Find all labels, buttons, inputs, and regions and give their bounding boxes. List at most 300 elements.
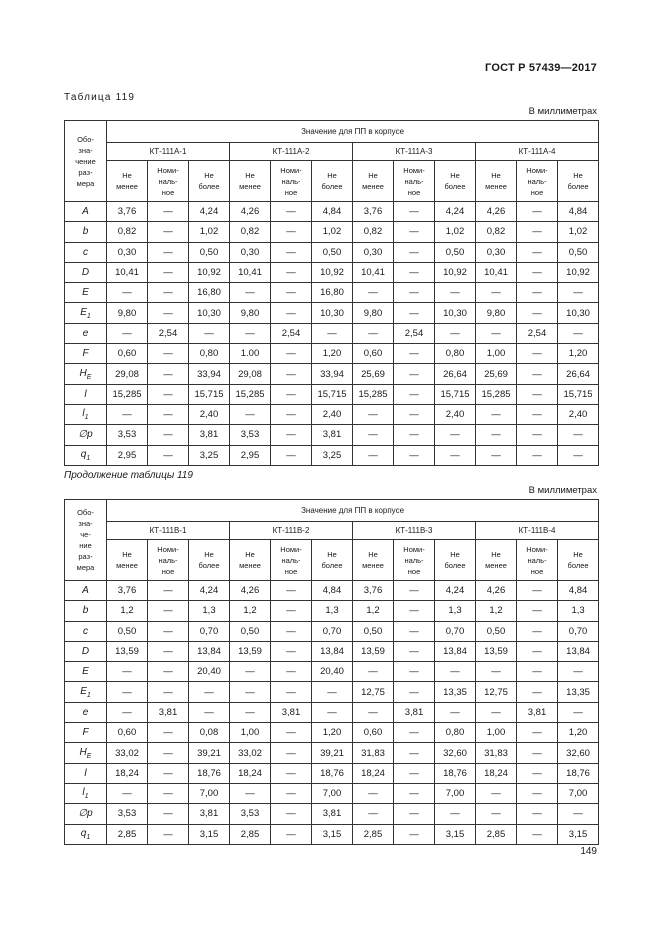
value-cell: 0,50 <box>435 242 476 262</box>
value-cell: 33,94 <box>189 364 230 384</box>
value-cell: 10,30 <box>312 303 353 323</box>
value-cell: — <box>107 702 148 722</box>
value-cell: — <box>394 723 435 743</box>
value-cell: 33,94 <box>312 364 353 384</box>
value-cell: — <box>517 783 558 803</box>
table-row <box>65 702 599 722</box>
value-cell: — <box>476 425 517 445</box>
value-cell: 0,50 <box>189 242 230 262</box>
subheader: Не более <box>435 161 476 202</box>
value-cell: 15,715 <box>312 384 353 404</box>
value-cell: 31,83 <box>353 743 394 763</box>
dimension-symbol <box>65 425 107 445</box>
value-cell: 1,02 <box>312 222 353 242</box>
value-cell: — <box>517 262 558 282</box>
value-cell: 0,70 <box>558 621 599 641</box>
case-header: КТ-111А-3 <box>353 143 476 161</box>
value-cell: 0,70 <box>435 621 476 641</box>
value-cell: — <box>394 364 435 384</box>
symbol-text: ∅p <box>78 808 93 820</box>
value-cell: 2,40 <box>189 404 230 424</box>
dimension-symbol <box>65 344 107 364</box>
case-header: КТ-111В-1 <box>107 522 230 540</box>
value-cell: 4,24 <box>189 202 230 222</box>
value-cell: — <box>271 743 312 763</box>
value-cell: 10,92 <box>189 262 230 282</box>
value-cell: 9,80 <box>476 303 517 323</box>
value-cell: — <box>148 601 189 621</box>
value-cell: 0,70 <box>312 621 353 641</box>
value-cell: 3,25 <box>312 445 353 465</box>
symbol-text: l <box>84 767 87 779</box>
value-cell: 10,92 <box>312 262 353 282</box>
value-cell: — <box>148 262 189 282</box>
symbol-text: A <box>82 206 89 218</box>
dimension-symbol <box>65 621 107 641</box>
value-cell: 2,85 <box>476 824 517 844</box>
value-cell: 10,30 <box>558 303 599 323</box>
value-cell: — <box>148 621 189 641</box>
value-cell: 9,80 <box>230 303 271 323</box>
symbol-subscript: E <box>86 373 92 381</box>
value-cell: 13,59 <box>230 641 271 661</box>
value-cell: — <box>148 763 189 783</box>
value-cell: — <box>476 445 517 465</box>
dimension-symbol <box>65 581 107 601</box>
value-cell: — <box>435 804 476 824</box>
value-cell: — <box>148 242 189 262</box>
subheader: Номи- наль- ное <box>517 161 558 202</box>
value-cell: 15,715 <box>558 384 599 404</box>
value-cell: 13,59 <box>107 641 148 661</box>
value-cell: 1,3 <box>558 601 599 621</box>
value-cell: 26,64 <box>558 364 599 384</box>
value-cell: — <box>353 323 394 343</box>
dimension-symbol <box>65 743 107 763</box>
value-cell: — <box>353 283 394 303</box>
value-cell: 3,15 <box>189 824 230 844</box>
value-cell: — <box>476 323 517 343</box>
value-cell: 1,02 <box>189 222 230 242</box>
value-cell: 2,40 <box>435 404 476 424</box>
subheader: Номи- наль- ное <box>394 540 435 581</box>
value-cell: 7,00 <box>189 783 230 803</box>
dimensions-table-kt111b <box>64 499 599 845</box>
value-cell: — <box>517 303 558 323</box>
value-cell: 1,02 <box>435 222 476 242</box>
value-cell: — <box>517 222 558 242</box>
symbol-text: H <box>79 746 87 758</box>
dimension-symbol <box>65 283 107 303</box>
table-row <box>65 723 599 743</box>
symbol-text: E <box>80 685 87 697</box>
value-cell: — <box>271 763 312 783</box>
value-cell: 3,76 <box>107 202 148 222</box>
value-cell: 9,80 <box>353 303 394 323</box>
symbol-text: b <box>82 226 89 238</box>
dimension-symbol <box>65 384 107 404</box>
value-cell: 13,84 <box>312 641 353 661</box>
value-cell: — <box>558 662 599 682</box>
symbol-text: E <box>80 306 87 318</box>
value-cell: — <box>271 621 312 641</box>
subheader: Номи- наль- ное <box>148 161 189 202</box>
subheader: Не менее <box>230 161 271 202</box>
table-row <box>65 682 599 702</box>
value-cell: — <box>230 783 271 803</box>
value-cell: 3,15 <box>312 824 353 844</box>
value-cell: — <box>517 743 558 763</box>
table-row <box>65 242 599 262</box>
table-row <box>65 824 599 844</box>
table-row <box>65 763 599 783</box>
subheader: Не менее <box>476 540 517 581</box>
value-cell: — <box>148 783 189 803</box>
symbol-text: e <box>82 706 89 718</box>
value-cell: 18,24 <box>107 763 148 783</box>
value-cell: 4,84 <box>312 581 353 601</box>
symbol-subscript: 1 <box>86 691 91 699</box>
value-cell: 3,25 <box>189 445 230 465</box>
value-cell: — <box>353 702 394 722</box>
value-cell: 3,81 <box>517 702 558 722</box>
value-cell: 3,81 <box>312 804 353 824</box>
dimension-symbol <box>65 804 107 824</box>
table-row <box>65 601 599 621</box>
symbol-text: E <box>82 287 89 299</box>
dimension-symbol <box>65 601 107 621</box>
value-cell: 13,35 <box>558 682 599 702</box>
table-continuation-caption: Продолжение таблицы 119 <box>64 470 193 481</box>
value-cell: — <box>230 662 271 682</box>
value-cell: — <box>230 283 271 303</box>
value-cell: — <box>271 364 312 384</box>
value-cell: — <box>353 425 394 445</box>
symbol-subscript: 1 <box>84 793 89 801</box>
value-cell: — <box>230 702 271 722</box>
table-row <box>65 283 599 303</box>
value-cell: — <box>148 445 189 465</box>
subheader: Номи- наль- ное <box>394 161 435 202</box>
value-cell: 1,3 <box>312 601 353 621</box>
value-cell: — <box>107 783 148 803</box>
value-cell: — <box>517 723 558 743</box>
symbol-text: ∅p <box>78 429 93 441</box>
value-cell: 1,3 <box>435 601 476 621</box>
symbol-text: q <box>80 827 87 839</box>
value-cell: 20,40 <box>312 662 353 682</box>
value-cell: 2,54 <box>394 323 435 343</box>
value-cell: 13,84 <box>435 641 476 661</box>
value-cell: — <box>148 222 189 242</box>
dimension-symbol <box>65 641 107 661</box>
value-cell: 18,76 <box>312 763 353 783</box>
value-cell: — <box>517 641 558 661</box>
value-cell: — <box>517 344 558 364</box>
value-cell: 0,30 <box>353 242 394 262</box>
symbol-subscript: 1 <box>86 833 91 841</box>
value-cell: — <box>394 662 435 682</box>
value-cell: 3,81 <box>189 804 230 824</box>
case-header: КТ-111А-1 <box>107 143 230 161</box>
value-cell: — <box>476 404 517 424</box>
value-cell: — <box>271 723 312 743</box>
value-cell: — <box>517 283 558 303</box>
value-cell: — <box>148 283 189 303</box>
value-cell: 12,75 <box>353 682 394 702</box>
symbol-text: H <box>79 367 87 379</box>
value-cell: 10,30 <box>435 303 476 323</box>
value-cell: — <box>148 404 189 424</box>
value-cell: 1.00 <box>230 344 271 364</box>
value-cell: 2,40 <box>558 404 599 424</box>
symbol-text: c <box>83 246 88 258</box>
table-row <box>65 384 599 404</box>
value-cell: 25,69 <box>476 364 517 384</box>
value-cell: — <box>271 783 312 803</box>
value-cell: 15,285 <box>353 384 394 404</box>
value-cell: 3,81 <box>148 702 189 722</box>
value-cell: 0,50 <box>558 242 599 262</box>
value-cell: 18,76 <box>435 763 476 783</box>
table-caption: Таблица 119 <box>64 92 136 103</box>
value-cell: — <box>353 445 394 465</box>
value-cell: 4,26 <box>230 202 271 222</box>
value-cell: — <box>558 283 599 303</box>
value-cell: — <box>271 641 312 661</box>
table-row <box>65 262 599 282</box>
value-cell: 1,2 <box>230 601 271 621</box>
symbol-text: l <box>82 787 85 799</box>
value-cell: — <box>148 425 189 445</box>
symbol-text: D <box>81 646 90 658</box>
value-cell: 16,80 <box>312 283 353 303</box>
value-cell: — <box>476 783 517 803</box>
value-cell: 0,30 <box>230 242 271 262</box>
value-cell: — <box>517 621 558 641</box>
value-cell: 10,41 <box>107 262 148 282</box>
value-cell: 10,41 <box>476 262 517 282</box>
symbol-text: l <box>82 408 85 420</box>
value-cell: — <box>517 242 558 262</box>
value-cell: 10,92 <box>558 262 599 282</box>
value-cell: 4,26 <box>476 581 517 601</box>
value-cell: — <box>271 601 312 621</box>
value-cell: 0,50 <box>353 621 394 641</box>
subheader: Не менее <box>107 161 148 202</box>
value-cell: 0,80 <box>435 344 476 364</box>
symbol-subscript: 1 <box>86 454 91 462</box>
value-cell: — <box>435 445 476 465</box>
value-cell: — <box>435 283 476 303</box>
value-cell: — <box>435 323 476 343</box>
subheader: Не более <box>189 161 230 202</box>
symbol-text: q <box>80 448 87 460</box>
value-cell: 29,08 <box>230 364 271 384</box>
value-cell: — <box>312 323 353 343</box>
value-cell: — <box>230 404 271 424</box>
value-cell: — <box>435 702 476 722</box>
value-cell: 4,84 <box>312 202 353 222</box>
symbol-text: e <box>82 327 89 339</box>
value-cell: 0,60 <box>107 344 148 364</box>
value-cell: — <box>394 384 435 404</box>
value-cell: — <box>148 682 189 702</box>
value-cell: 2,54 <box>148 323 189 343</box>
dimension-symbol <box>65 662 107 682</box>
value-cell: 0,82 <box>107 222 148 242</box>
value-cell: — <box>394 621 435 641</box>
value-cell: — <box>394 804 435 824</box>
case-header: КТ-111А-2 <box>230 143 353 161</box>
value-cell: 3,81 <box>312 425 353 445</box>
value-cell: — <box>107 404 148 424</box>
value-cell: — <box>271 202 312 222</box>
value-cell: 0,08 <box>189 723 230 743</box>
dimension-symbol <box>65 783 107 803</box>
value-cell: 0,30 <box>107 242 148 262</box>
symbol-text: E <box>82 666 89 678</box>
value-cell: 0,82 <box>230 222 271 242</box>
value-cell: — <box>271 222 312 242</box>
value-cell: 1,2 <box>476 601 517 621</box>
value-cell: — <box>271 682 312 702</box>
value-cell: — <box>107 283 148 303</box>
table-units: В миллиметрах <box>528 485 597 496</box>
value-cell: — <box>394 222 435 242</box>
value-cell: 1,3 <box>189 601 230 621</box>
value-cell: — <box>271 283 312 303</box>
value-cell: 1,02 <box>558 222 599 242</box>
subheader: Номи- наль- ное <box>517 540 558 581</box>
value-cell: 32,60 <box>435 743 476 763</box>
value-cell: 3,76 <box>353 581 394 601</box>
symbol-text: F <box>82 348 89 360</box>
value-cell: 4,84 <box>558 581 599 601</box>
symbol-text: b <box>82 605 89 617</box>
value-cell: 33,02 <box>230 743 271 763</box>
value-cell: — <box>271 344 312 364</box>
value-cell: — <box>517 763 558 783</box>
value-cell: 3,15 <box>558 824 599 844</box>
page-number: 149 <box>580 846 597 857</box>
value-cell: — <box>394 425 435 445</box>
value-cell: 3,76 <box>107 581 148 601</box>
value-cell: 29,08 <box>107 364 148 384</box>
table-row <box>65 222 599 242</box>
subheader: Не более <box>435 540 476 581</box>
value-cell: 0,82 <box>353 222 394 242</box>
value-cell: — <box>394 303 435 323</box>
value-cell: 18,24 <box>476 763 517 783</box>
value-cell: 1,00 <box>476 723 517 743</box>
value-cell: — <box>517 384 558 404</box>
value-cell: 1,20 <box>312 723 353 743</box>
standard-designation: ГОСТ Р 57439—2017 <box>485 62 597 74</box>
symbol-text: F <box>82 727 89 739</box>
value-cell: 18,24 <box>353 763 394 783</box>
value-cell: 16,80 <box>189 283 230 303</box>
value-cell: 2,95 <box>107 445 148 465</box>
value-cell: — <box>394 581 435 601</box>
dimension-symbol <box>65 262 107 282</box>
value-cell: 2,54 <box>517 323 558 343</box>
value-cell: 13,84 <box>189 641 230 661</box>
value-cell: — <box>476 804 517 824</box>
dimension-symbol <box>65 723 107 743</box>
subheader: Не менее <box>476 161 517 202</box>
table-row <box>65 641 599 661</box>
table-row <box>65 364 599 384</box>
value-cell: — <box>271 384 312 404</box>
value-cell: — <box>271 425 312 445</box>
value-cell: 0,30 <box>476 242 517 262</box>
value-cell: 1,2 <box>107 601 148 621</box>
value-cell: — <box>312 682 353 702</box>
value-cell: — <box>517 601 558 621</box>
value-cell: — <box>476 702 517 722</box>
value-cell: — <box>517 425 558 445</box>
value-cell: — <box>189 323 230 343</box>
value-cell: — <box>394 641 435 661</box>
value-cell: 4,24 <box>189 581 230 601</box>
value-cell: — <box>148 641 189 661</box>
dimension-symbol <box>65 763 107 783</box>
value-cell: — <box>271 662 312 682</box>
table-row <box>65 323 599 343</box>
table-row <box>65 344 599 364</box>
table-row <box>65 202 599 222</box>
value-cell: 15,715 <box>189 384 230 404</box>
value-cell: — <box>558 804 599 824</box>
value-cell: — <box>271 445 312 465</box>
symbol-text: D <box>81 267 90 279</box>
value-cell: 0,60 <box>107 723 148 743</box>
value-cell: — <box>394 262 435 282</box>
value-cell: 9,80 <box>107 303 148 323</box>
value-cell: 1,00 <box>230 723 271 743</box>
dimension-symbol <box>65 702 107 722</box>
value-cell: 2,54 <box>271 323 312 343</box>
subheader: Не менее <box>107 540 148 581</box>
value-cell: — <box>148 804 189 824</box>
dimension-symbol <box>65 242 107 262</box>
symbol-text: l <box>84 388 87 400</box>
dimension-symbol <box>65 323 107 343</box>
dimension-symbol <box>65 364 107 384</box>
value-cell: 7,00 <box>558 783 599 803</box>
value-cell: 7,00 <box>435 783 476 803</box>
value-cell: — <box>271 581 312 601</box>
value-cell: 0,50 <box>230 621 271 641</box>
value-cell: 1,20 <box>558 344 599 364</box>
subheader: Номи- наль- ное <box>148 540 189 581</box>
value-cell: 3,81 <box>394 702 435 722</box>
value-cell: 1,00 <box>476 344 517 364</box>
value-cell: — <box>394 283 435 303</box>
table-row <box>65 662 599 682</box>
value-cell: 33,02 <box>107 743 148 763</box>
value-cell: — <box>517 824 558 844</box>
value-cell: 0,60 <box>353 344 394 364</box>
value-cell: 13,35 <box>435 682 476 702</box>
value-cell: — <box>394 404 435 424</box>
value-cell: — <box>517 445 558 465</box>
value-cell: 3,15 <box>435 824 476 844</box>
value-cell: — <box>517 202 558 222</box>
value-cell: 4,26 <box>476 202 517 222</box>
col-header-designation: Обо- зна- чение раз- мера <box>65 121 107 202</box>
